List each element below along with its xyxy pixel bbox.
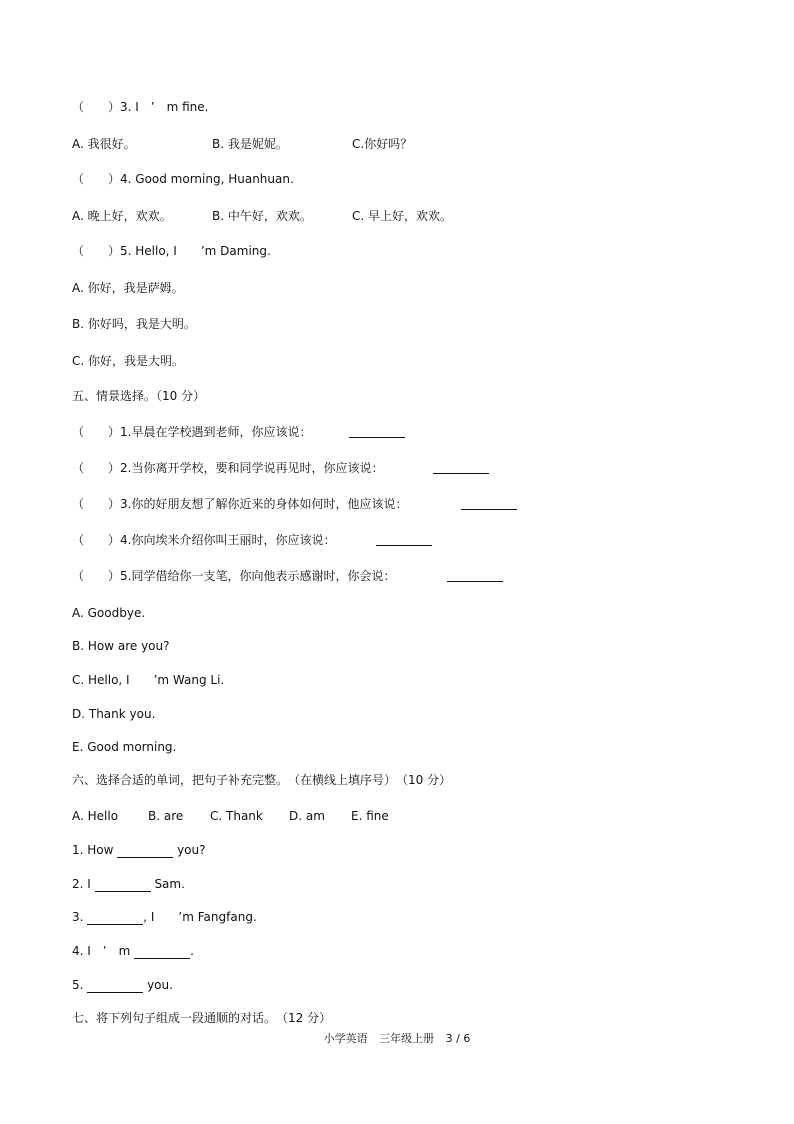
option-c: C. 你好，我是大明。 <box>72 354 185 368</box>
question-4-5: （ ）5. Hello, I ’m Daming. <box>72 244 271 258</box>
scenario-question: （ ）5.同学借给你一支笔，你向他表示感谢时，你会说： <box>72 569 396 583</box>
answer-blank[interactable] <box>461 497 517 510</box>
option-a: A. 我很好。 <box>72 137 136 151</box>
fill-sentence: 5. you. <box>72 978 173 992</box>
question-4-4: （ ）4. Good morning, Huanhuan. <box>72 172 294 186</box>
fill-sentence: 4. I ’ m . <box>72 944 194 958</box>
page-footer <box>0 1030 794 1046</box>
page-number: 3 / 6 <box>445 1032 471 1045</box>
answer-choice: E. Good morning. <box>72 740 177 754</box>
answer-blank[interactable] <box>376 533 432 546</box>
section-7-heading: 七、将下列句子组成一段通顺的对话。 （12 分） <box>72 1011 332 1025</box>
answer-blank[interactable] <box>87 980 143 993</box>
scenario-question: （ ）2.当你离开学校，要和同学说再见时，你应该说： <box>72 461 384 475</box>
footer-grade: 三年级上册 <box>379 1032 435 1045</box>
section-6-heading: 六、选择合适的单词，把句子补充完整。 （在横线上填序号） （10 分） <box>72 773 452 787</box>
word-choice: C. Thank <box>210 809 263 823</box>
option-a: A. 晚上好，欢欢。 <box>72 209 172 223</box>
scenario-question: （ ）3.你的好朋友想了解你近来的身体如何时，他应该说： <box>72 497 408 511</box>
fill-sentence: 2. I Sam. <box>72 877 185 891</box>
option-b: B. 你好吗，我是大明。 <box>72 317 196 331</box>
answer-blank[interactable] <box>117 845 173 858</box>
answer-blank[interactable] <box>349 425 405 438</box>
answer-choice: D. Thank you. <box>72 707 156 721</box>
word-choice: A. Hello <box>72 809 119 823</box>
answer-choice: B. How are you? <box>72 639 170 653</box>
answer-blank[interactable] <box>87 912 143 925</box>
answer-blank[interactable] <box>95 879 151 892</box>
section-5-heading: 五、情景选择。（10 分） <box>72 389 206 403</box>
word-choice: B. are <box>148 809 184 823</box>
option-b: B. 中午好，欢欢。 <box>212 209 312 223</box>
answer-blank[interactable] <box>433 461 489 474</box>
answer-blank[interactable] <box>447 569 503 582</box>
scenario-question: （ ）1.早晨在学校遇到老师，你应该说： <box>72 425 312 439</box>
option-b: B. 我是妮妮。 <box>212 137 288 151</box>
word-choice: D. am <box>289 809 325 823</box>
fill-sentence: 1. How you? <box>72 843 206 857</box>
fill-sentence: 3. , I ’m Fangfang. <box>72 910 257 924</box>
answer-blank[interactable] <box>134 946 190 959</box>
scenario-question: （ ）4.你向埃米介绍你叫王丽时，你应该说： <box>72 533 336 547</box>
answer-choice: C. Hello, I ’m Wang Li. <box>72 673 225 687</box>
answer-choice: A. Goodbye. <box>72 606 146 620</box>
footer-subject: 小学英语 <box>323 1032 368 1045</box>
question-4-3: （ ）3. I ’ m fine. <box>72 100 209 114</box>
word-choice: E. fine <box>351 809 389 823</box>
option-a: A. 你好，我是萨姆。 <box>72 281 184 295</box>
option-c: C.你好吗？ <box>352 137 413 151</box>
option-c: C. 早上好，欢欢。 <box>352 209 453 223</box>
